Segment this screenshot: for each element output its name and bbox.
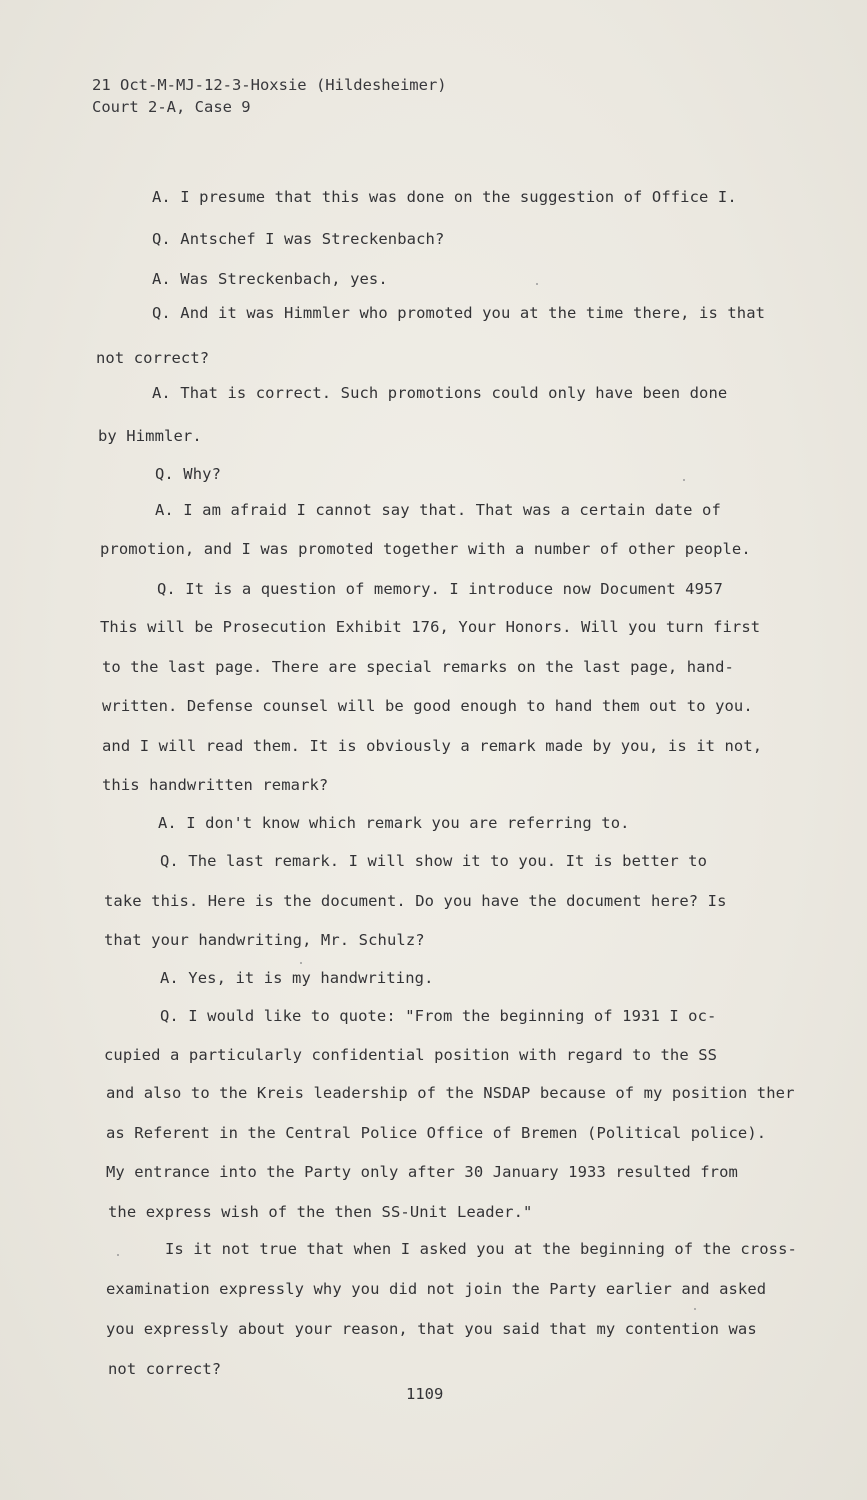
text-line: A. Yes, it is my handwriting. — [160, 969, 434, 987]
paper-speck — [300, 962, 302, 964]
text-line: Q. And it was Himmler who promoted you at the time there, is that — [152, 304, 766, 322]
paper-speck — [117, 1254, 119, 1256]
paper-speck — [536, 283, 538, 285]
document-header — [92, 74, 447, 118]
header-line-2: Court 2-A, Case 9 — [92, 98, 251, 116]
text-line: that your handwriting, Mr. Schulz? — [104, 931, 425, 949]
text-line: written. Defense counsel will be good enough to hand them out to you. — [102, 697, 753, 715]
text-line: not correct? — [96, 349, 210, 367]
header-line-1: 21 Oct-M-MJ-12-3-Hoxsie (Hildesheimer) — [92, 76, 447, 94]
paper-speck — [694, 1308, 696, 1310]
text-line: you expressly about your reason, that you said that my contention was — [106, 1320, 757, 1338]
text-line: by Himmler. — [98, 427, 202, 445]
text-line: Q. It is a question of memory. I introduce now Document 4957 — [157, 580, 723, 598]
page-number: 1109 — [406, 1385, 444, 1403]
text-line: promotion, and I was promoted together with a number of other people. — [100, 540, 751, 558]
text-line: examination expressly why you did not join the Party earlier and asked — [106, 1280, 767, 1298]
text-line: take this. Here is the document. Do you have the document here? Is — [104, 892, 727, 910]
text-line: cupied a particularly confidential position with regard to the SS — [104, 1046, 718, 1064]
text-line: A. That is correct. Such promotions could only have been done — [152, 384, 728, 402]
text-line: A. I don't know which remark you are referring to. — [158, 814, 630, 832]
text-line: Q. I would like to quote: "From the beginning of 1931 I oc- — [160, 1007, 717, 1025]
text-line: Q. Antschef I was Streckenbach? — [152, 230, 445, 248]
text-line: This will be Prosecution Exhibit 176, Your Honors. Will you turn first — [100, 618, 761, 636]
text-line: not correct? — [108, 1360, 222, 1378]
text-line: A. I presume that this was done on the suggestion of Office I. — [152, 188, 737, 206]
text-line: and also to the Kreis leadership of the NSDAP because of my position ther — [106, 1084, 795, 1102]
text-line: this handwritten remark? — [102, 776, 329, 794]
text-line: the express wish of the then SS-Unit Leader." — [108, 1203, 533, 1221]
text-line: A. I am afraid I cannot say that. That was a certain date of — [155, 501, 721, 519]
text-line: My entrance into the Party only after 30 January 1933 resulted from — [106, 1163, 738, 1181]
text-line: Is it not true that when I asked you at the beginning of the cross- — [165, 1240, 797, 1258]
paper-speck — [683, 479, 685, 481]
text-line: Q. Why? — [155, 465, 222, 483]
text-line: Q. The last remark. I will show it to you. It is better to — [160, 852, 708, 870]
text-line: A. Was Streckenbach, yes. — [152, 270, 388, 288]
text-line: as Referent in the Central Police Office of Bremen (Political police). — [106, 1124, 767, 1142]
text-line: and I will read them. It is obviously a remark made by you, is it not, — [102, 737, 763, 755]
text-line: to the last page. There are special remarks on the last page, hand- — [102, 658, 734, 676]
